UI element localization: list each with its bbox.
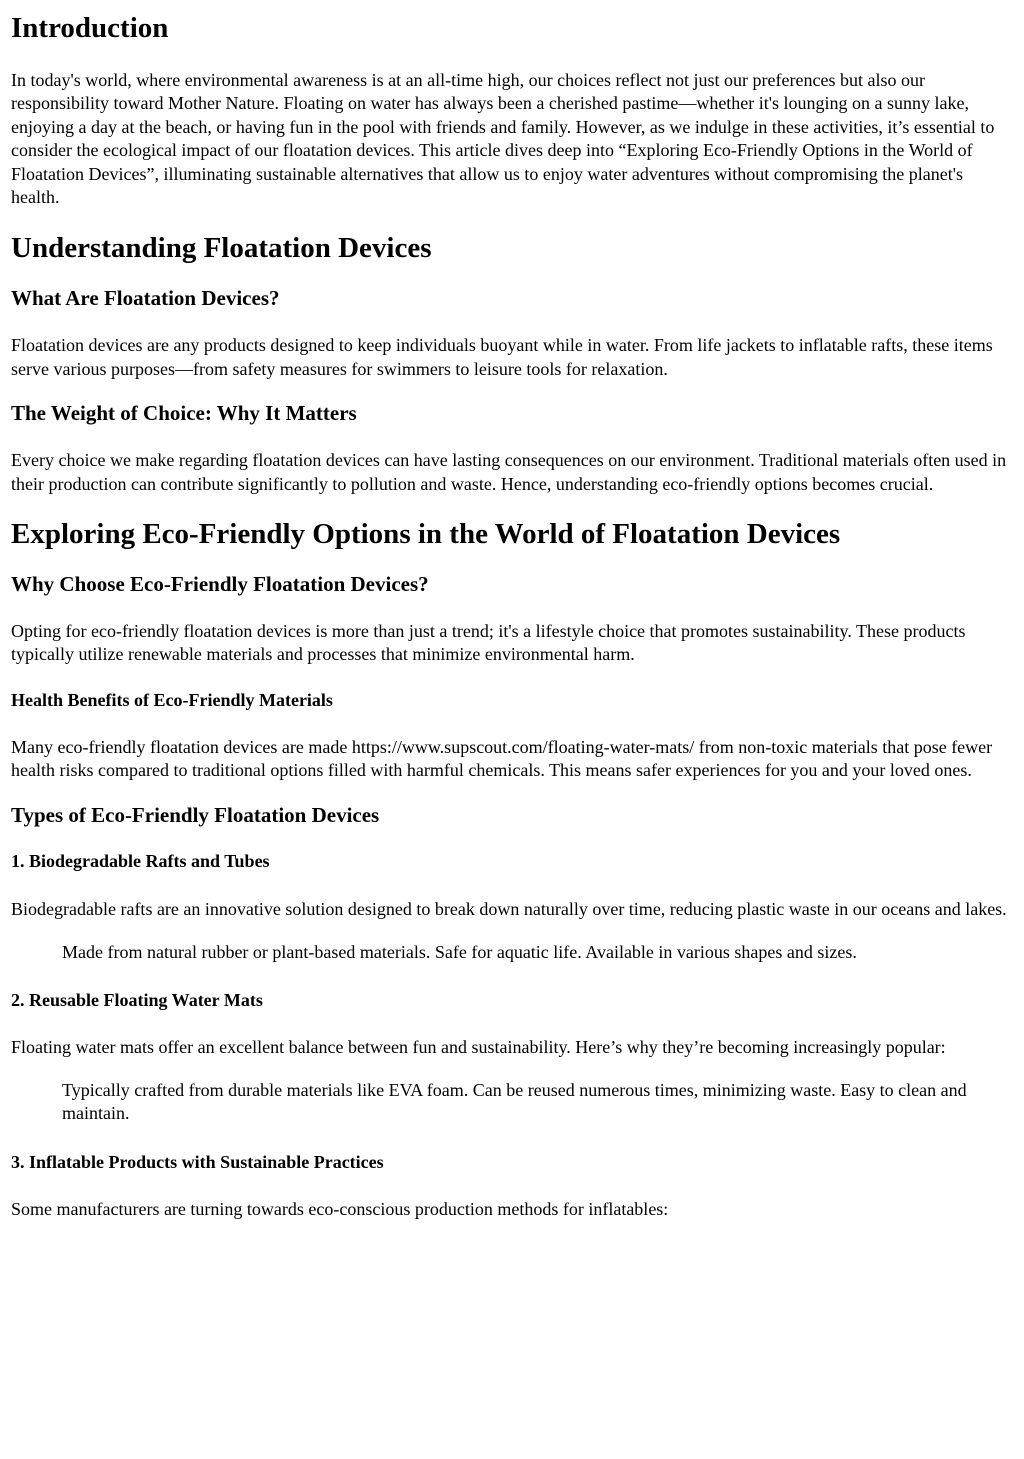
- article: [0, 11, 1024, 1221]
- mats-heading: 2. Reusable Floating Water Mats: [11, 989, 263, 1010]
- intro-heading: Introduction: [11, 12, 169, 44]
- understanding-heading: Understanding Floatation Devices: [11, 232, 432, 265]
- mats-list: Typically crafted from durable materials like EVA foam. Can be reused numerous times, minimizing waste. Easy to clean and maintain.: [62, 1079, 967, 1124]
- types-heading: Types of Eco-Friendly Floatation Devices: [11, 802, 380, 827]
- why-choose-heading: Why Choose Eco-Friendly Floatation Devices?: [11, 572, 429, 597]
- inflatable-paragraph: Some manufacturers are turning towards eco-conscious production methods for inflatables:: [11, 1198, 669, 1219]
- health-heading: Health Benefits of Eco-Friendly Materials: [11, 689, 333, 710]
- health-paragraph: Many eco-friendly floatation devices are made https://www.supscout.com/floating-water-mats/ from non-toxic materials that pose fewer health risks compared to traditional options filled with harmful chemicals. This means safer experiences for you and your loved ones.: [11, 736, 993, 781]
- inflatable-heading: 3. Inflatable Products with Sustainable Practices: [11, 1151, 384, 1172]
- mats-paragraph: Floating water mats offer an excellent balance between fun and sustainability. Here’s why they’re becoming increasingly popular:: [11, 1036, 946, 1057]
- weight-heading: The Weight of Choice: Why It Matters: [11, 401, 357, 426]
- exploring-heading: Exploring Eco-Friendly Options in the World of Floatation Devices: [11, 518, 841, 551]
- weight-paragraph: Every choice we make regarding floatation devices can have lasting consequences on our environment. Traditional materials often used in their production can contribute significantly to pollution and waste. Hence, understanding eco-friendly options becomes crucial.: [11, 450, 1007, 494]
- intro-paragraph: In today's world, where environmental awareness is at an all-time high, our choices reflect not just our preferences but also our responsibility toward Mother Nature. Floating on water has always been a cherished pastime—whether it's lounging on a sunny lake, enjoying a day at the beach, or having fun in the pool with friends and family. However, as we indulge in these activities, it’s essential to consider the ecological impact of our floatation devices. This article dives deep into “Exploring Eco-Friendly Options in the World of Floatation Devices”, illuminating sustainable alternatives that allow us to enjoy water adventures without compromising the planet's health.: [11, 70, 995, 208]
- rafts-heading: 1. Biodegradable Rafts and Tubes: [11, 850, 270, 871]
- what-are-heading: What Are Floatation Devices?: [11, 286, 280, 311]
- what-are-paragraph: Floatation devices are any products designed to keep individuals buoyant while in water. From life jackets to inflatable rafts, these items serve various purposes—from safety measures for swimmers to leisure tools for relaxation.: [11, 335, 993, 379]
- rafts-list: Made from natural rubber or plant-based materials. Safe for aquatic life. Available in various shapes and sizes.: [62, 942, 857, 963]
- rafts-paragraph: Biodegradable rafts are an innovative solution designed to break down naturally over time, reducing plastic waste in our oceans and lakes.: [11, 898, 1007, 919]
- why-choose-paragraph: Opting for eco-friendly floatation devices is more than just a trend; it's a lifestyle choice that promotes sustainability. These products typically utilize renewable materials and processes that minimize environmental harm.: [11, 621, 966, 665]
